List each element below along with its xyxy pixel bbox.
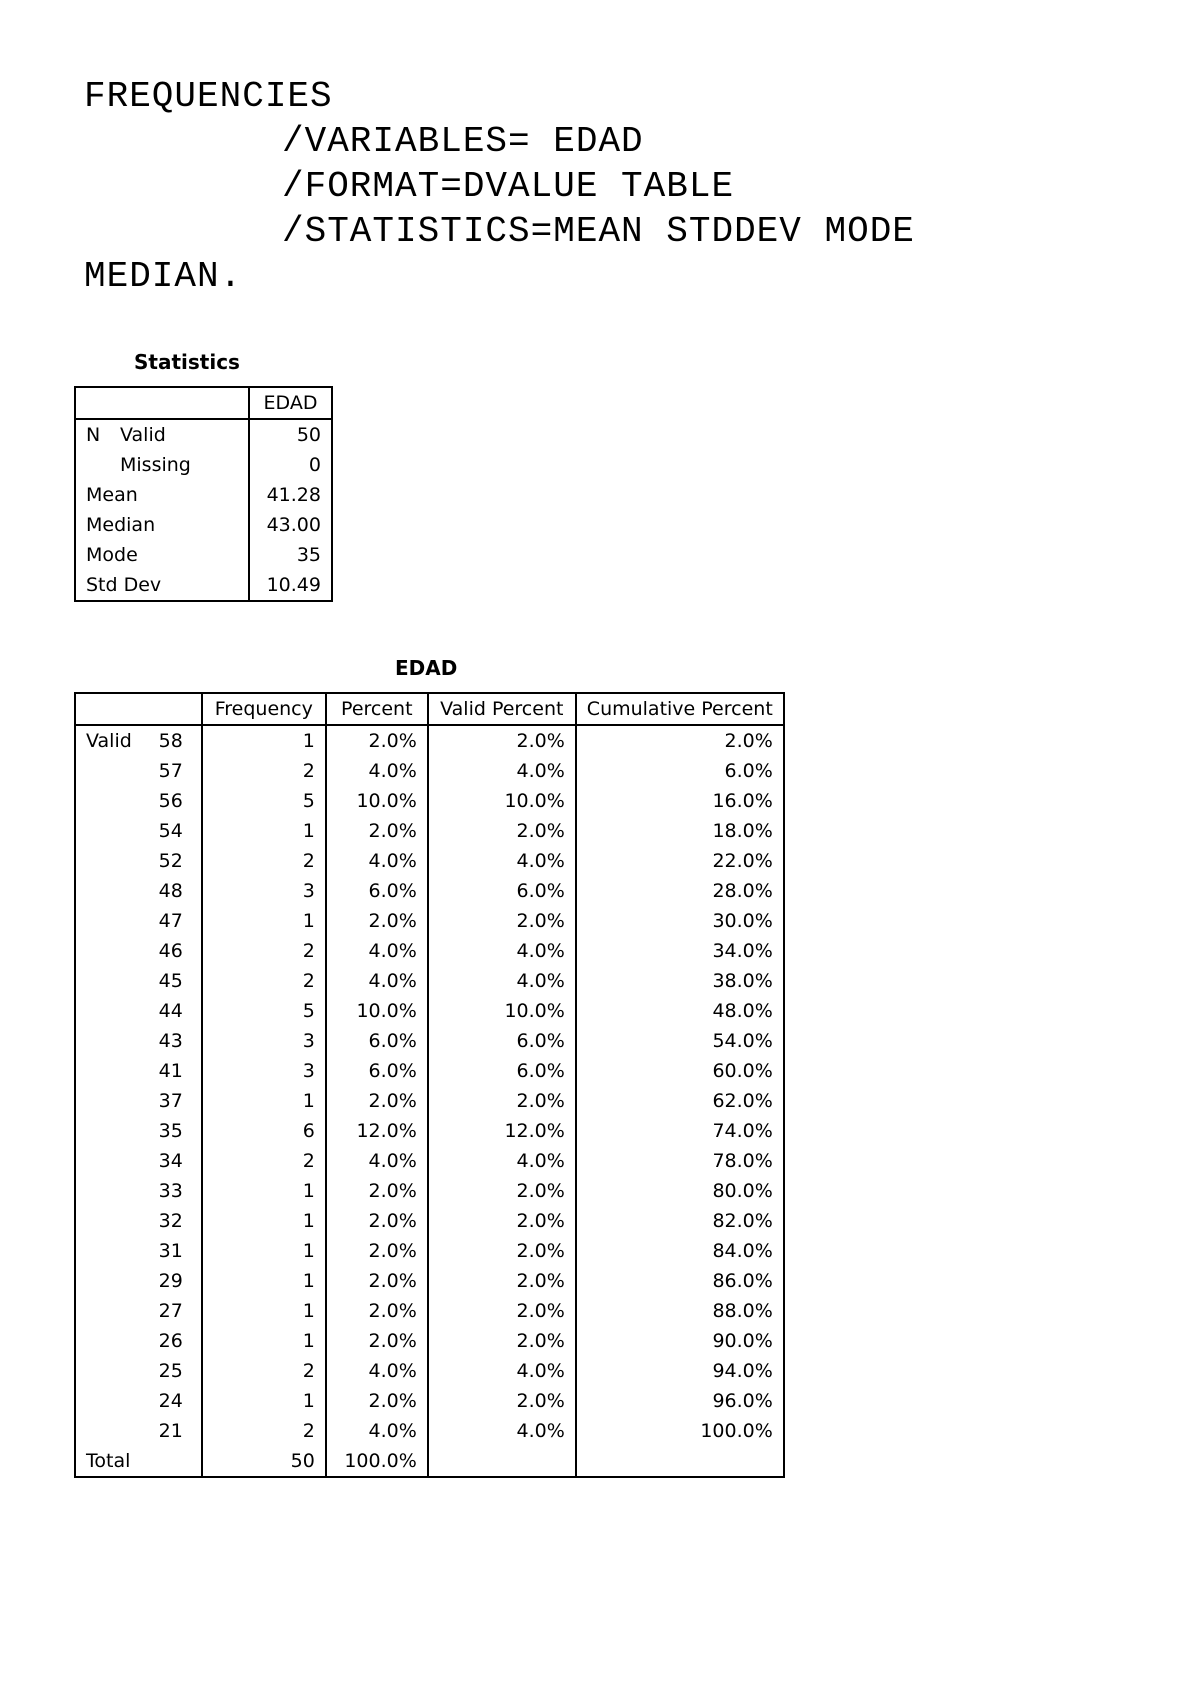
syntax-line: MEDIAN. — [84, 256, 243, 297]
row-value-label: 58 — [158, 730, 183, 752]
valid-percent-cell: 2.0% — [428, 1296, 576, 1326]
cumulative-percent-cell: 2.0% — [576, 725, 784, 756]
row-value-label: 27 — [158, 1300, 183, 1322]
row-value-label: 35 — [158, 1120, 183, 1142]
percent-cell: 4.0% — [326, 846, 428, 876]
valid-percent-cell: 2.0% — [428, 906, 576, 936]
valid-percent-cell: 2.0% — [428, 1176, 576, 1206]
percent-cell: 2.0% — [326, 906, 428, 936]
table-header-row — [75, 387, 332, 419]
cumulative-percent-cell: 18.0% — [576, 816, 784, 846]
table-cell: 35 — [249, 540, 332, 570]
row-group-label — [75, 1236, 132, 1266]
cumulative-percent-cell: 62.0% — [576, 1086, 784, 1116]
table-cell: 50 — [202, 1446, 326, 1477]
cumulative-percent-cell: 16.0% — [576, 786, 784, 816]
table-row — [75, 1266, 784, 1296]
row-value-label: 45 — [158, 970, 183, 992]
row-group-label — [75, 1056, 132, 1086]
table-row — [75, 1056, 784, 1086]
percent-cell: 4.0% — [326, 936, 428, 966]
percent-cell: 2.0% — [326, 1086, 428, 1116]
row-group-label — [75, 1356, 132, 1386]
row-group-label — [75, 1176, 132, 1206]
frequency-cell: 3 — [202, 876, 326, 906]
cumulative-percent-cell: 100.0% — [576, 1416, 784, 1446]
frequency-cell: 1 — [202, 816, 326, 846]
cumulative-percent-cell: 38.0% — [576, 966, 784, 996]
row-group-label — [75, 1326, 132, 1356]
valid-percent-cell: 10.0% — [428, 786, 576, 816]
header-corner-cell — [75, 387, 249, 419]
frequency-cell: 1 — [202, 725, 326, 756]
percent-cell: 10.0% — [326, 786, 428, 816]
valid-percent-cell: 2.0% — [428, 1266, 576, 1296]
percent-cell: 2.0% — [326, 1296, 428, 1326]
valid-percent-cell: 2.0% — [428, 1086, 576, 1116]
frequency-cell: 1 — [202, 1176, 326, 1206]
table-row — [75, 876, 784, 906]
table-row — [75, 816, 784, 846]
row-label: Mean — [86, 484, 138, 506]
percent-cell: 2.0% — [326, 725, 428, 756]
row-group-label — [75, 1026, 132, 1056]
valid-percent-cell: 6.0% — [428, 1026, 576, 1056]
row-group-label — [75, 906, 132, 936]
row-value-label: 41 — [158, 1060, 183, 1082]
row-value-label: 43 — [158, 1030, 183, 1052]
percent-cell: 2.0% — [326, 1236, 428, 1266]
syntax-line: FREQUENCIES — [84, 76, 333, 117]
frequency-cell: 2 — [202, 936, 326, 966]
table-cell: 41.28 — [249, 480, 332, 510]
cumulative-percent-cell: 74.0% — [576, 1116, 784, 1146]
row-value-label: 34 — [158, 1150, 183, 1172]
statistics-table — [74, 386, 333, 602]
row-value-label: 31 — [158, 1240, 183, 1262]
table-row — [75, 936, 784, 966]
table-row — [75, 570, 332, 601]
frequency-cell: 1 — [202, 1296, 326, 1326]
valid-percent-cell: 2.0% — [428, 1386, 576, 1416]
table-row — [75, 480, 332, 510]
table-row — [75, 510, 332, 540]
valid-percent-cell: 4.0% — [428, 1146, 576, 1176]
valid-percent-cell: 4.0% — [428, 936, 576, 966]
percent-cell: 2.0% — [326, 816, 428, 846]
valid-percent-cell: 4.0% — [428, 756, 576, 786]
syntax-line: /VARIABLES= EDAD — [282, 121, 644, 162]
table-header-row — [75, 693, 784, 725]
row-value-label: 32 — [158, 1210, 183, 1232]
row-sublabel: Valid — [120, 424, 166, 446]
column-header: Frequency — [202, 693, 326, 725]
percent-cell: 2.0% — [326, 1326, 428, 1356]
row-value-label: 54 — [158, 820, 183, 842]
percent-cell: 4.0% — [326, 756, 428, 786]
table-row — [75, 725, 784, 756]
cumulative-percent-cell: 60.0% — [576, 1056, 784, 1086]
table-row — [75, 450, 332, 480]
table-row — [75, 1176, 784, 1206]
cumulative-percent-cell: 80.0% — [576, 1176, 784, 1206]
row-value-label: 46 — [158, 940, 183, 962]
table-row — [75, 906, 784, 936]
cumulative-percent-cell: 34.0% — [576, 936, 784, 966]
percent-cell: 4.0% — [326, 1356, 428, 1386]
table-row — [75, 1206, 784, 1236]
frequency-cell: 1 — [202, 1266, 326, 1296]
cumulative-percent-cell: 96.0% — [576, 1386, 784, 1416]
frequency-cell: 1 — [202, 1086, 326, 1116]
syntax-block — [84, 74, 915, 299]
frequency-cell: 2 — [202, 846, 326, 876]
valid-percent-cell: 2.0% — [428, 816, 576, 846]
syntax-line: /FORMAT=DVALUE TABLE — [282, 166, 735, 207]
table-cell: 0 — [249, 450, 332, 480]
percent-cell: 2.0% — [326, 1206, 428, 1236]
frequency-table-body — [75, 725, 784, 1446]
row-group-label — [75, 936, 132, 966]
table-cell: 100.0% — [326, 1446, 428, 1477]
percent-cell: 6.0% — [326, 1026, 428, 1056]
column-header: Cumulative Percent — [576, 693, 784, 725]
frequency-cell: 1 — [202, 906, 326, 936]
table-cell: 43.00 — [249, 510, 332, 540]
cumulative-percent-cell: 54.0% — [576, 1026, 784, 1056]
frequency-cell: 2 — [202, 1416, 326, 1446]
frequency-table — [74, 692, 785, 1478]
row-group-label — [75, 1086, 132, 1116]
percent-cell: 12.0% — [326, 1116, 428, 1146]
row-value-label: 44 — [158, 1000, 183, 1022]
column-header: Percent — [326, 693, 428, 725]
cumulative-percent-cell: 86.0% — [576, 1266, 784, 1296]
row-value-label: 33 — [158, 1180, 183, 1202]
cumulative-percent-cell: 22.0% — [576, 846, 784, 876]
valid-percent-cell: 6.0% — [428, 876, 576, 906]
row-group-label — [75, 1116, 132, 1146]
frequency-cell: 2 — [202, 1356, 326, 1386]
cumulative-percent-cell: 90.0% — [576, 1326, 784, 1356]
table-row — [75, 1326, 784, 1356]
table-row — [75, 1116, 784, 1146]
frequency-cell: 3 — [202, 1026, 326, 1056]
row-value-label: 56 — [158, 790, 183, 812]
table-row — [75, 1026, 784, 1056]
row-value-label: 57 — [158, 760, 183, 782]
valid-percent-cell: 4.0% — [428, 966, 576, 996]
valid-percent-cell: 2.0% — [428, 1326, 576, 1356]
cumulative-percent-cell: 82.0% — [576, 1206, 784, 1236]
percent-cell: 2.0% — [326, 1266, 428, 1296]
table-row — [75, 540, 332, 570]
row-group-label — [75, 786, 132, 816]
percent-cell: 2.0% — [326, 1386, 428, 1416]
row-group-label — [75, 1296, 132, 1326]
percent-cell: 10.0% — [326, 996, 428, 1026]
table-row — [75, 966, 784, 996]
table-cell — [428, 1446, 576, 1477]
row-value-label: 52 — [158, 850, 183, 872]
valid-percent-cell: 4.0% — [428, 1356, 576, 1386]
column-header: EDAD — [249, 387, 332, 419]
column-header: Valid Percent — [428, 693, 576, 725]
row-group-label: Valid — [86, 730, 132, 752]
row-value-label: 48 — [158, 880, 183, 902]
table-row — [75, 1296, 784, 1326]
header-corner-cell — [75, 693, 202, 725]
cumulative-percent-cell: 78.0% — [576, 1146, 784, 1176]
valid-percent-cell: 4.0% — [428, 846, 576, 876]
row-label: Median — [86, 514, 156, 536]
row-label: Mode — [86, 544, 138, 566]
row-label: Total — [86, 1450, 131, 1472]
percent-cell: 4.0% — [326, 1146, 428, 1176]
total-row — [75, 1446, 784, 1477]
valid-percent-cell: 2.0% — [428, 1206, 576, 1236]
row-group-label — [75, 996, 132, 1026]
table-cell — [576, 1446, 784, 1477]
table-row — [75, 996, 784, 1026]
cumulative-percent-cell: 88.0% — [576, 1296, 784, 1326]
table-row — [75, 1086, 784, 1116]
row-group-label — [75, 1146, 132, 1176]
frequency-cell: 3 — [202, 1056, 326, 1086]
frequency-cell: 1 — [202, 1386, 326, 1416]
syntax-line: /STATISTICS=MEAN STDDEV MODE — [282, 211, 915, 252]
table-row — [75, 1146, 784, 1176]
percent-cell: 6.0% — [326, 876, 428, 906]
table-row — [75, 419, 332, 450]
row-value-label: 25 — [158, 1360, 183, 1382]
row-label: Std Dev — [86, 574, 162, 596]
row-group-label — [75, 756, 132, 786]
row-value-label: 24 — [158, 1390, 183, 1412]
percent-cell: 4.0% — [326, 1416, 428, 1446]
percent-cell: 2.0% — [326, 1176, 428, 1206]
row-group-label — [75, 1416, 132, 1446]
valid-percent-cell: 2.0% — [428, 1236, 576, 1266]
frequency-cell: 2 — [202, 966, 326, 996]
row-label — [75, 450, 110, 480]
valid-percent-cell: 4.0% — [428, 1416, 576, 1446]
cumulative-percent-cell: 30.0% — [576, 906, 784, 936]
frequency-cell: 5 — [202, 996, 326, 1026]
frequency-cell: 2 — [202, 756, 326, 786]
table-row — [75, 846, 784, 876]
table-row — [75, 786, 784, 816]
frequency-cell: 1 — [202, 1236, 326, 1266]
frequency-cell: 2 — [202, 1146, 326, 1176]
row-value-label: 21 — [158, 1420, 183, 1442]
table-cell: 10.49 — [249, 570, 332, 601]
valid-percent-cell: 2.0% — [428, 725, 576, 756]
percent-cell: 4.0% — [326, 966, 428, 996]
table-row — [75, 1386, 784, 1416]
cumulative-percent-cell: 6.0% — [576, 756, 784, 786]
table-row — [75, 1236, 784, 1266]
row-sublabel: Missing — [120, 454, 191, 476]
table-row — [75, 1416, 784, 1446]
frequency-table-title: EDAD — [395, 656, 458, 680]
row-value-label: 37 — [158, 1090, 183, 1112]
percent-cell: 6.0% — [326, 1056, 428, 1086]
cumulative-percent-cell: 84.0% — [576, 1236, 784, 1266]
frequency-cell: 1 — [202, 1206, 326, 1236]
frequency-cell: 6 — [202, 1116, 326, 1146]
cumulative-percent-cell: 48.0% — [576, 996, 784, 1026]
row-group-label — [75, 816, 132, 846]
row-group-label — [75, 876, 132, 906]
valid-percent-cell: 6.0% — [428, 1056, 576, 1086]
statistics-title: Statistics — [134, 350, 240, 374]
row-group-label — [75, 966, 132, 996]
valid-percent-cell: 12.0% — [428, 1116, 576, 1146]
row-value-label: 26 — [158, 1330, 183, 1352]
table-cell: 50 — [249, 419, 332, 450]
table-row — [75, 756, 784, 786]
row-label: N — [86, 424, 101, 446]
row-value-label: 29 — [158, 1270, 183, 1292]
valid-percent-cell: 10.0% — [428, 996, 576, 1026]
row-group-label — [75, 1266, 132, 1296]
row-group-label — [75, 846, 132, 876]
row-value-label: 47 — [158, 910, 183, 932]
cumulative-percent-cell: 28.0% — [576, 876, 784, 906]
frequency-cell: 5 — [202, 786, 326, 816]
frequency-cell: 1 — [202, 1326, 326, 1356]
cumulative-percent-cell: 94.0% — [576, 1356, 784, 1386]
row-group-label — [75, 1386, 132, 1416]
table-row — [75, 1356, 784, 1386]
row-group-label — [75, 1206, 132, 1236]
